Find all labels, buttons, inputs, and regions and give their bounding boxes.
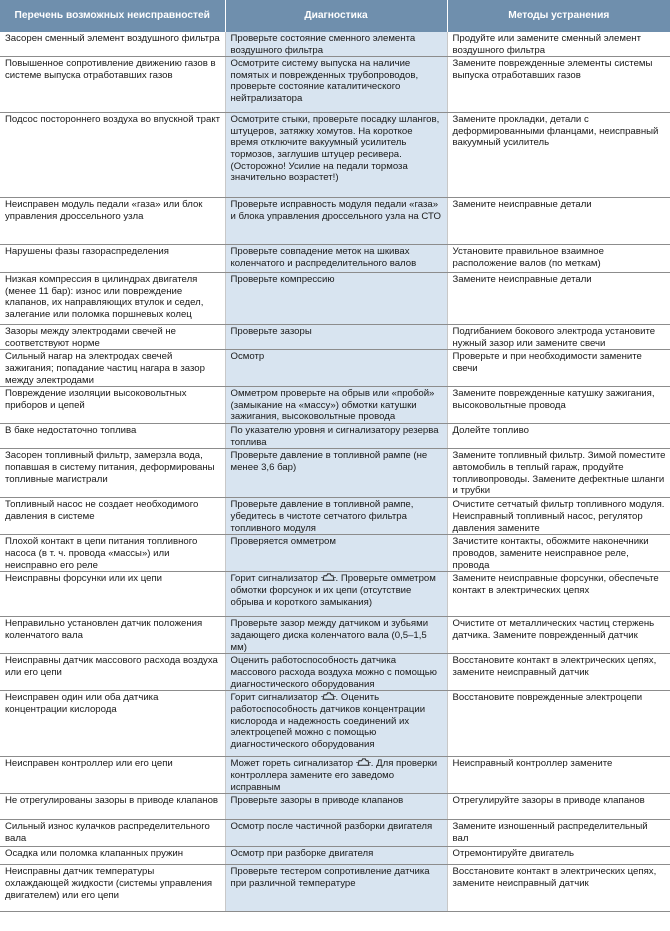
table-row — [0, 820, 670, 847]
method-cell: Отрегулируйте зазоры в приводе клапанов — [447, 794, 670, 820]
method-cell: Установите правильное взаимное расположение валов (по меткам) — [447, 245, 670, 273]
diagnostics-text: . Проверьте омметром обмотки форсунок и их цепи (отсутствие обрыва и короткого замыкания) — [230, 573, 436, 608]
diagnostics-text: . Для проверки контроллера замените его заведомо исправным — [230, 758, 438, 793]
method-cell: Замените неисправные детали — [447, 198, 670, 245]
diagnostics-text: Горит сигнализатор — [230, 573, 318, 585]
header-methods: Методы устранения — [447, 0, 670, 32]
method-cell: Отремонтируйте двигатель — [447, 847, 670, 865]
method-cell: Проверьте и при необходимости замените свечи — [447, 350, 670, 387]
fault-cell: Плохой контакт в цепи питания топливного насоса (в т. ч. провода «массы») или неисправно его реле — [0, 535, 225, 572]
table-row — [0, 654, 670, 691]
fault-cell: Неисправен контроллер или его цепи — [0, 757, 225, 794]
fault-cell: Не отрегулированы зазоры в приводе клапанов — [0, 794, 225, 820]
diagnostics-cell: Осмотрите стыки, проверьте посадку шлангов, штуцеров, затяжку хомутов. На короткое время отключите вакуумный усилитель тормозов, заглушив штуцер ресивера. (Осторожно! Усилие на педали тормоза значительно возрастет!) — [225, 113, 447, 198]
method-cell: Восстановите контакт в электрических цепях, замените неисправный датчик — [447, 654, 670, 691]
method-cell: Очистите от металлических частиц стержень датчика. Замените поврежденный датчик — [447, 617, 670, 654]
fault-cell: Сильный нагар на электродах свечей зажигания; попадание частиц нагара в зазор между электродами — [0, 350, 225, 387]
fault-cell: В баке недостаточно топлива — [0, 424, 225, 449]
fault-cell: Засорен сменный элемент воздушного фильтра — [0, 32, 225, 57]
method-cell: Замените прокладки, детали с деформированными фланцами, неисправный вакуумный усилитель — [447, 113, 670, 198]
header-diagnostics: Диагностика — [225, 0, 447, 32]
table-row — [0, 865, 670, 912]
diagnostics-cell: Осмотрите систему выпуска на наличие помятых и поврежденных трубопроводов, проверьте состояние каталитического нейтрализатора — [225, 57, 447, 113]
fault-cell: Неисправен модуль педали «газа» или блок управления дроссельного узла — [0, 198, 225, 245]
diagnostics-cell: Проверьте совпадение меток на шкивах коленчатого и распределительного валов — [225, 245, 447, 273]
table-row — [0, 757, 670, 794]
diagnostics-cell: Проверьте зазор между датчиком и зубьями задающего диска коленчатого вала (0,5–1,5 мм) — [225, 617, 447, 654]
table-row — [0, 847, 670, 865]
table-row — [0, 325, 670, 350]
diagnostics-cell: Осмотр после частичной разборки двигателя — [225, 820, 447, 847]
diagnostics-cell: Проверьте компрессию — [225, 273, 447, 325]
diagnostics-cell: По указателю уровня и сигнализатору резерва топлива — [225, 424, 447, 449]
table-row — [0, 449, 670, 498]
diagnostics-cell — [225, 757, 447, 794]
fault-cell: Нарушены фазы газораспределения — [0, 245, 225, 273]
table-row — [0, 535, 670, 572]
method-cell: Восстановите поврежденные электроцепи — [447, 691, 670, 757]
table-row — [0, 498, 670, 535]
fault-cell: Неисправны датчик массового расхода воздуха или его цепи — [0, 654, 225, 691]
table-row — [0, 113, 670, 198]
fault-cell: Сильный износ кулачков распределительного вала — [0, 820, 225, 847]
diagnostics-text: . Оценить работоспособность датчиков концентрации кислорода и надежность соединений их электроцепей можно с помощью диагностического оборудования — [230, 692, 426, 750]
table-header — [0, 0, 670, 32]
diagnostics-cell: Проверьте давление в топливной рампе (не менее 3,6 бар) — [225, 449, 447, 498]
diagnostics-cell: Проверьте состояние сменного элемента воздушного фильтра — [225, 32, 447, 57]
fault-cell: Топливный насос не создает необходимого давления в системе — [0, 498, 225, 535]
diagnostics-cell: Проверьте тестером сопротивление датчика при различной температуре — [225, 865, 447, 912]
engine-warning-lamp-icon — [321, 573, 336, 582]
diagnostics-cell: Проверьте зазоры в приводе клапанов — [225, 794, 447, 820]
diagnostics-cell: Осмотр при разборке двигателя — [225, 847, 447, 865]
diagnostics-cell: Омметром проверьте на обрыв или «пробой» (замыкание на «массу») обмотки катушки зажигания, высоковольтные провода — [225, 387, 447, 424]
diagnostics-cell: Оценить работоспособность датчика массового расхода воздуха можно с помощью диагностического оборудования — [225, 654, 447, 691]
fault-cell: Неисправен один или оба датчика концентрации кислорода — [0, 691, 225, 757]
method-cell: Замените неисправные детали — [447, 273, 670, 325]
table-row — [0, 424, 670, 449]
method-cell: Восстановите контакт в электрических цепях, замените неисправный датчик — [447, 865, 670, 912]
method-cell: Долейте топливо — [447, 424, 670, 449]
diagnostics-text: Может гореть сигнализатор — [230, 758, 354, 770]
table-body — [0, 32, 670, 912]
table-row — [0, 245, 670, 273]
diagnostics-cell — [225, 691, 447, 757]
fault-cell: Неисправны датчик температуры охлаждающей жидкости (системы управления двигателем) или его цепи — [0, 865, 225, 912]
fault-cell: Неправильно установлен датчик положения коленчатого вала — [0, 617, 225, 654]
fault-cell: Повышенное сопротивление движению газов в системе выпуска отработавших газов — [0, 57, 225, 113]
diagnostics-cell: Проверяется омметром — [225, 535, 447, 572]
method-cell: Замените поврежденные катушку зажигания, высоковольтные провода — [447, 387, 670, 424]
method-cell: Зачистите контакты, обожмите наконечники проводов, замените неисправное реле, провода — [447, 535, 670, 572]
diagnostics-cell: Проверьте зазоры — [225, 325, 447, 350]
method-cell: Замените изношенный распределительный вал — [447, 820, 670, 847]
table-row — [0, 617, 670, 654]
fault-cell: Повреждение изоляции высоковольтных приборов и цепей — [0, 387, 225, 424]
method-cell: Замените топливный фильтр. Зимой поместите автомобиль в теплый гараж, продуйте топливопроводы. Замените дефектные шланги и трубки — [447, 449, 670, 498]
table-row — [0, 387, 670, 424]
table-row — [0, 572, 670, 617]
fault-cell: Осадка или поломка клапанных пружин — [0, 847, 225, 865]
fault-cell: Зазоры между электродами свечей не соответствуют норме — [0, 325, 225, 350]
method-cell: Замените поврежденные элементы системы выпуска отработавших газов — [447, 57, 670, 113]
header-row — [0, 0, 670, 32]
engine-warning-lamp-icon — [356, 758, 371, 767]
table-row — [0, 198, 670, 245]
header-faults: Перечень возможных неисправностей — [0, 0, 225, 32]
diagnostics-cell: Проверьте давление в топливной рампе, убедитесь в чистоте сетчатого фильтра топливного модуля — [225, 498, 447, 535]
diagnostics-cell — [225, 572, 447, 617]
table-row — [0, 273, 670, 325]
table-row — [0, 32, 670, 57]
table-row — [0, 794, 670, 820]
method-cell: Замените неисправные форсунки, обеспечьте контакт в электрических цепях — [447, 572, 670, 617]
fault-cell: Неисправны форсунки или их цепи — [0, 572, 225, 617]
method-cell: Продуйте или замените сменный элемент воздушного фильтра — [447, 32, 670, 57]
table-row — [0, 57, 670, 113]
diagnostics-text: Горит сигнализатор — [230, 692, 318, 704]
fault-cell: Засорен топливный фильтр, замерзла вода, попавшая в систему питания, деформированы топливные магистрали — [0, 449, 225, 498]
diagnostics-cell: Проверьте исправность модуля педали «газа» и блока управления дроссельного узла на СТО — [225, 198, 447, 245]
table-row — [0, 350, 670, 387]
table-row — [0, 691, 670, 757]
method-cell: Очистите сетчатый фильтр топливного модуля. Неисправный топливный насос, регулятор давления замените — [447, 498, 670, 535]
diagnostics-cell: Осмотр — [225, 350, 447, 387]
fault-cell: Низкая компрессия в цилиндрах двигателя (менее 11 бар): износ или повреждение клапанов, их направляющих втулок и седел, залегание или поломка поршневых колец — [0, 273, 225, 325]
engine-warning-lamp-icon — [321, 692, 336, 701]
fault-cell: Подсос постороннего воздуха во впускной тракт — [0, 113, 225, 198]
method-cell: Неисправный контроллер замените — [447, 757, 670, 794]
method-cell: Подгибанием бокового электрода установите нужный зазор или замените свечи — [447, 325, 670, 350]
